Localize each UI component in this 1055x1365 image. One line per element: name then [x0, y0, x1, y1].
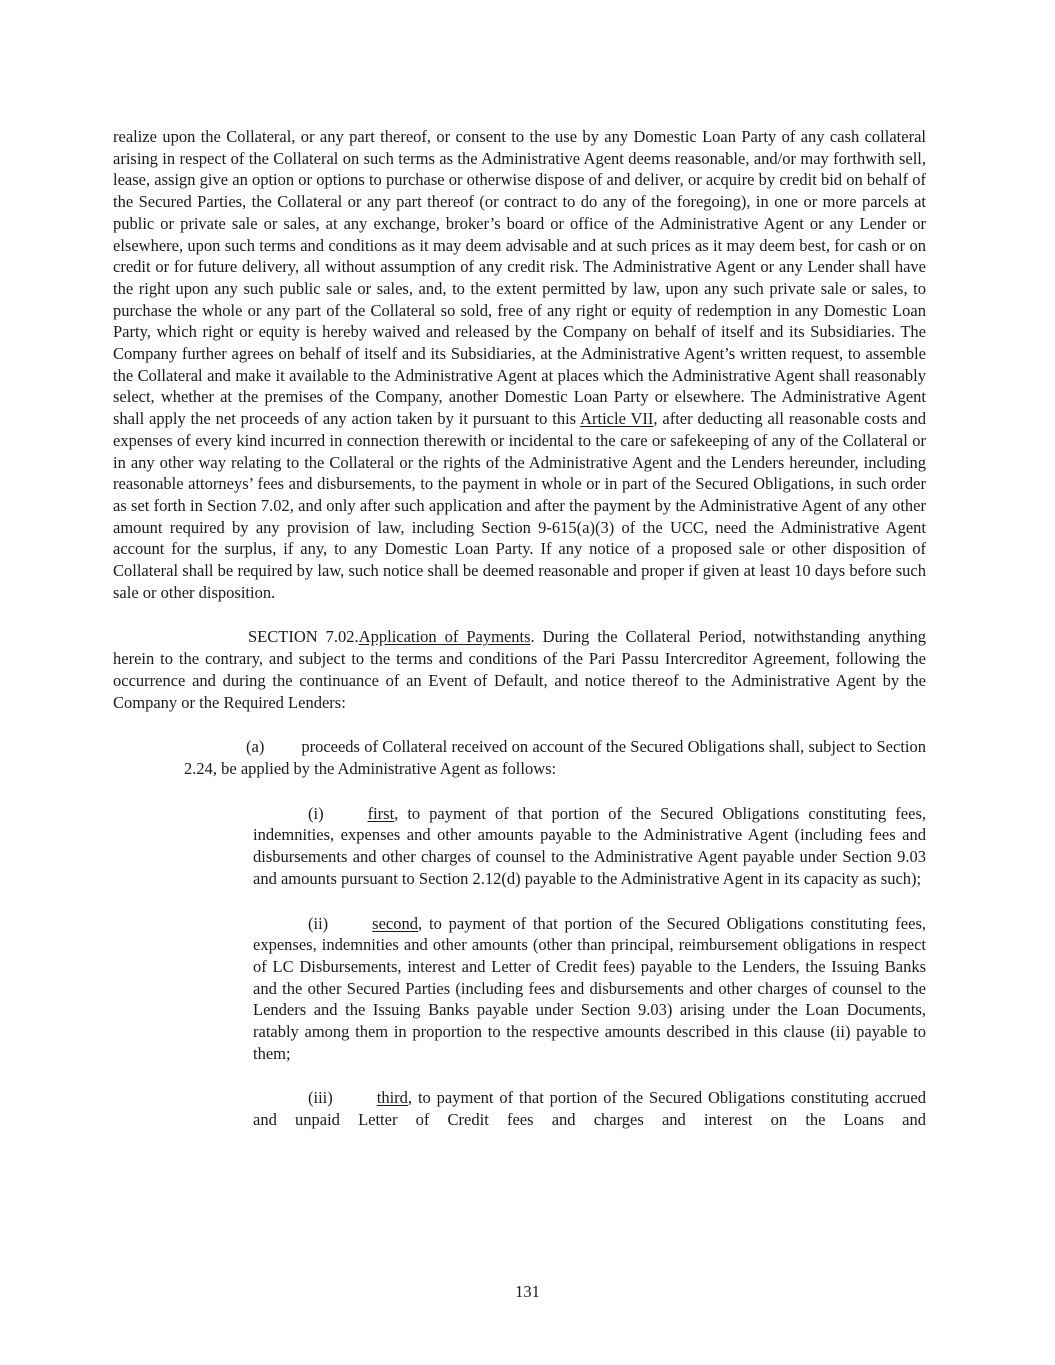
clause-i-text: , to payment of that portion of the Secured Obligations constituting fees, indemnities, expenses and other amounts payable to the Administrative Agent (including fees and disbursements and other charges of counsel to the Administrative Agent payable under Section 9.03 and amounts pursuant to Section 2.12(d) payable to the Administrative Agent in its capacity as such); [253, 803, 926, 888]
clause-ii-number: (ii) [308, 913, 329, 933]
clause-iii-keyword-third: third [376, 1088, 408, 1108]
clause-ii-text: , to payment of that portion of the Secured Obligations constituting fees, expenses, indemnities and other amounts (other than principal, reimbursement obligations in respect of LC Disbursements, interest and Letter of Credit fees) payable to the Lenders, the Issuing Banks and the other Secured Parties (including fees and disbursements and other charges of counsel to the Lenders and the Issuing Banks payable under Section 9.03) arising under the Loan Documents, ratably among them in proportion to the respective amounts described in this clause (ii) payable to them; [253, 913, 926, 1063]
clause-i-keyword-first: first [367, 803, 395, 823]
clause-i-number: (i) [308, 803, 324, 823]
clause-i-paragraph [253, 803, 926, 890]
clause-a-paragraph [184, 736, 926, 779]
paragraph-text-after-article-ref: , after deducting all reasonable costs and expenses of every kind incurred in connection therewith or incidental to the care or safekeeping of any of the Collateral or in any other way relating to the Collateral or the rights of the Administrative Agent and the Lenders hereunder, including reasonable attorneys’ fees and disbursements, to the payment in whole or in part of the Secured Obligations, in such order as set forth in Section 7.02, and only after such application and after the payment by the Administrative Agent of any other amount required by any provision of law, including Section 9-615(a)(3) of the UCC, need the Administrative Agent account for the surplus, if any, to any Domestic Loan Party. If any notice of a proposed sale or other disposition of Collateral shall be required by law, such notice shall be deemed reasonable and proper if given at least 10 days before such sale or other disposition. [113, 409, 926, 602]
page-number: 131 [515, 1282, 540, 1301]
tab-space [324, 818, 368, 819]
clause-a-number: (a) [246, 737, 265, 757]
clause-ii-keyword-second: second [372, 913, 418, 933]
section-7-02-paragraph [113, 626, 926, 713]
tab-space [328, 928, 372, 929]
clause-ii-paragraph [253, 913, 926, 1065]
section-paragraph-text: . During the Collateral Period, notwithstanding anything herein to the contrary, and subject to the terms and conditions of the Pari Passu Intercreditor Agreement, following the occurrence and during the continuance of an Event of Default, and notice thereof to the Administrative Agent by the Company or the Required Lenders: [113, 627, 926, 712]
article-vii-reference: Article VII [580, 409, 654, 429]
opening-paragraph [113, 126, 926, 603]
clause-iii-text: , to payment of that portion of the Secured Obligations constituting accrued and unpaid Letter of Credit fees and charges and interest on the Loans and [253, 1088, 926, 1130]
tab-space [264, 751, 301, 752]
page-body [113, 126, 926, 1154]
clause-iii-number: (iii) [308, 1088, 333, 1108]
paragraph-text-before-article-ref: realize upon the Collateral, or any part thereof, or consent to the use by any Domestic Loan Party of any cash collateral arising in respect of the Collateral on such terms as the Administrative Agent deems reasonable, and/or may forthwith sell, lease, assign give an option or options to purchase or otherwise dispose of and deliver, or acquire by credit bid on behalf of the Secured Parties, the Collateral or any part thereof (or contract to do any of the foregoing), in one or more parcels at public or private sale or sales, at any exchange, broker’s board or office of the Administrative Agent or any Lender or elsewhere, upon such terms and conditions as it may deem advisable and at such prices as it may deem best, for cash or on credit or for future delivery, all without assumption of any credit risk. The Administrative Agent or any Lender shall have the right upon any such public sale or sales, and, to the extent permitted by law, upon any such private sale or sales, to purchase the whole or any part of the Collateral so sold, free of any right or equity of redemption in any Domestic Loan Party, which right or equity is hereby waived and released by the Company on behalf of itself and its Subsidiaries. The Company further agrees on behalf of itself and its Subsidiaries, at the Administrative Agent’s written request, to assemble the Collateral and make it available to the Administrative Agent at places which the Administrative Agent shall reasonably select, whether at the premises of the Company, another Domestic Loan Party or elsewhere. The Administrative Agent shall apply the net proceeds of any action taken by it pursuant to this [113, 127, 926, 429]
section-heading: Application of Payments [358, 627, 531, 647]
clause-a-text: proceeds of Collateral received on account of the Secured Obligations shall, subject to Section 2.24, be applied by the Administrative Agent as follows: [184, 737, 926, 778]
section-number-label: SECTION 7.02. [248, 627, 359, 647]
tab-space [333, 1102, 377, 1103]
clause-iii-paragraph [253, 1087, 926, 1130]
